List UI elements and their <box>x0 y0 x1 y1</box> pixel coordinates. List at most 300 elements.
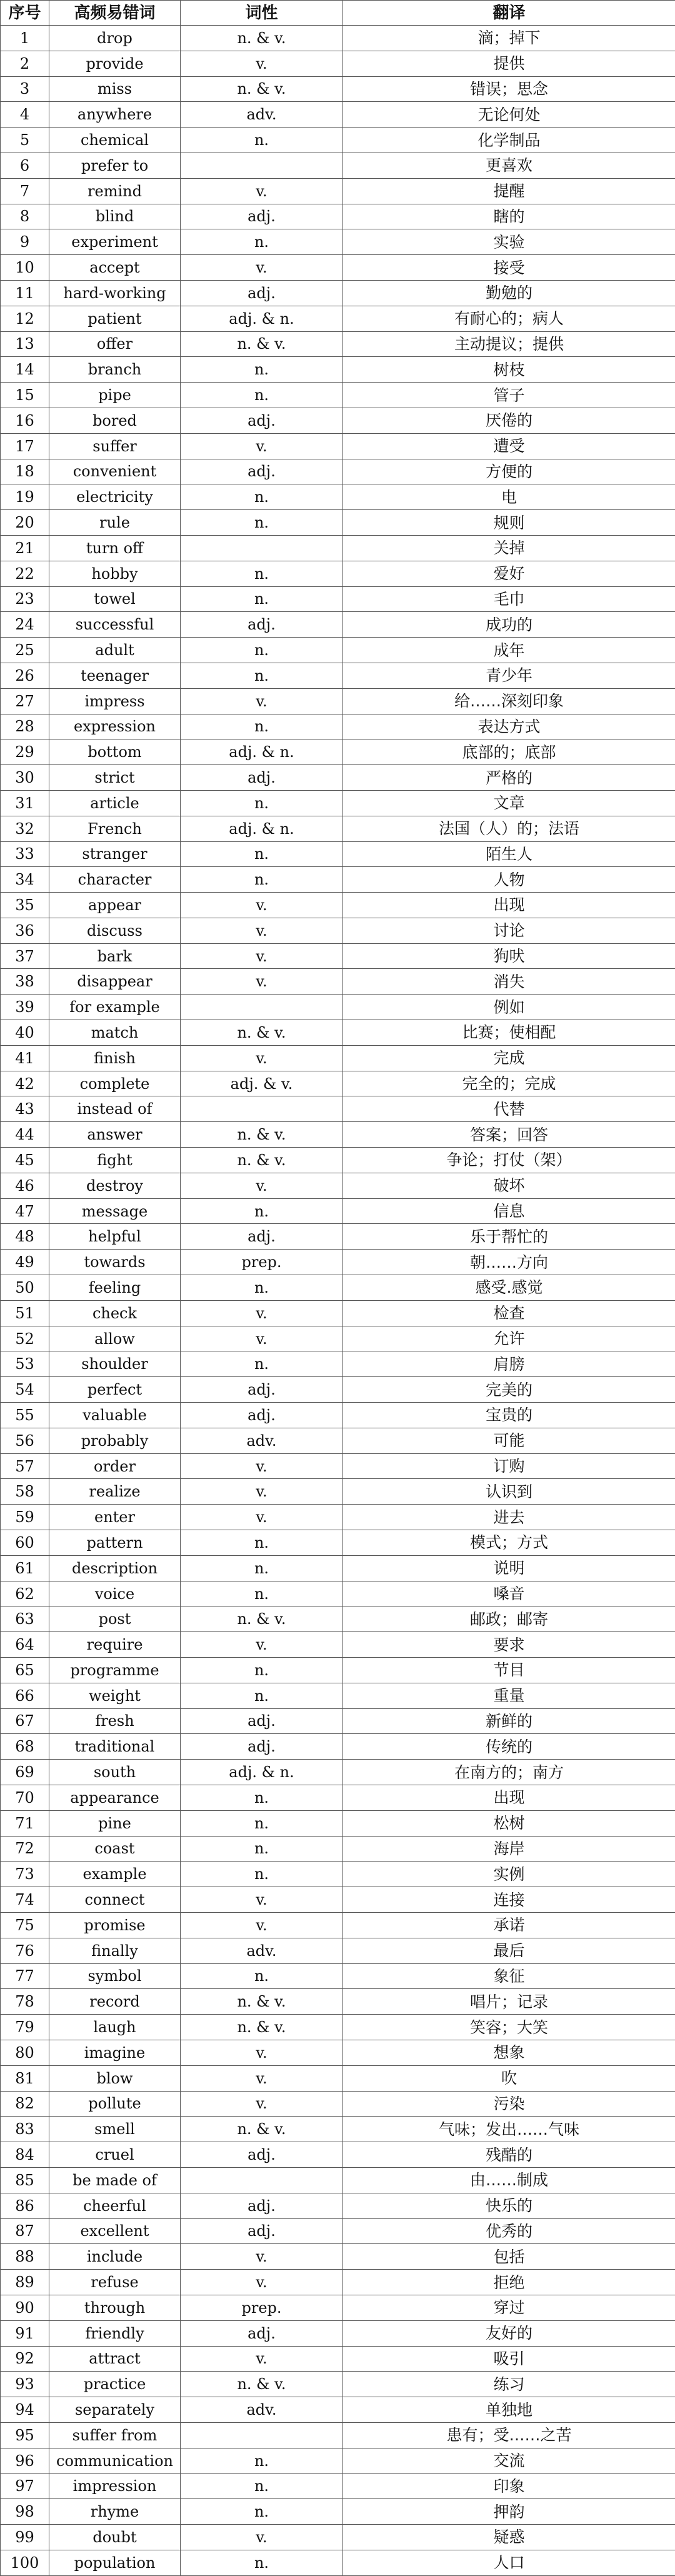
row-translation: 更喜欢 <box>343 153 675 178</box>
row-word: remind <box>49 178 181 204</box>
row-index: 86 <box>1 2193 49 2218</box>
row-part-of-speech: v. <box>181 1173 343 1198</box>
row-word: teenager <box>49 663 181 688</box>
row-index: 80 <box>1 2040 49 2065</box>
row-part-of-speech: v. <box>181 969 343 995</box>
row-word: cheerful <box>49 2193 181 2218</box>
row-word: article <box>49 790 181 816</box>
row-word: impress <box>49 688 181 714</box>
table-row <box>1 2117 675 2142</box>
row-translation: 争论；打仗（架） <box>343 1148 675 1173</box>
table-row <box>1 1453 675 1479</box>
header-translation: 翻译 <box>343 1 675 26</box>
row-part-of-speech: n. <box>181 1275 343 1301</box>
row-translation: 乐于帮忙的 <box>343 1224 675 1250</box>
row-translation: 在南方的；南方 <box>343 1760 675 1785</box>
row-index: 45 <box>1 1148 49 1173</box>
row-translation: 快乐的 <box>343 2193 675 2218</box>
table-row <box>1 2015 675 2040</box>
row-part-of-speech: v. <box>181 2244 343 2270</box>
row-translation: 管子 <box>343 383 675 408</box>
row-translation: 滴；掉下 <box>343 26 675 51</box>
row-index: 12 <box>1 306 49 331</box>
row-part-of-speech: v. <box>181 943 343 969</box>
table-row <box>1 1198 675 1224</box>
row-word: doubt <box>49 2525 181 2550</box>
table-row <box>1 2167 675 2193</box>
row-word: finish <box>49 1045 181 1071</box>
row-word: towel <box>49 586 181 612</box>
table-row <box>1 1351 675 1377</box>
row-translation: 交流 <box>343 2448 675 2473</box>
row-translation: 朝……方向 <box>343 1250 675 1275</box>
row-index: 38 <box>1 969 49 995</box>
row-part-of-speech: n. <box>181 229 343 255</box>
row-translation: 树枝 <box>343 357 675 383</box>
row-translation: 严格的 <box>343 765 675 791</box>
row-translation: 成功的 <box>343 612 675 638</box>
row-word: appearance <box>49 1785 181 1810</box>
row-part-of-speech: v. <box>181 1453 343 1479</box>
row-part-of-speech: n. <box>181 357 343 383</box>
row-part-of-speech: v. <box>181 2065 343 2091</box>
row-word: appear <box>49 893 181 918</box>
table-row <box>1 816 675 841</box>
row-index: 22 <box>1 561 49 586</box>
table-row <box>1 714 675 739</box>
table-row <box>1 841 675 867</box>
row-word: friendly <box>49 2320 181 2346</box>
row-index: 89 <box>1 2270 49 2295</box>
row-index: 84 <box>1 2142 49 2168</box>
row-index: 81 <box>1 2065 49 2091</box>
table-row <box>1 1122 675 1148</box>
row-index: 7 <box>1 178 49 204</box>
row-part-of-speech: adj. <box>181 612 343 638</box>
row-word: enter <box>49 1505 181 1530</box>
table-row <box>1 1810 675 1836</box>
row-translation: 完全的；完成 <box>343 1071 675 1096</box>
row-index: 23 <box>1 586 49 612</box>
row-index: 68 <box>1 1734 49 1760</box>
row-translation: 节目 <box>343 1658 675 1683</box>
table-row <box>1 1479 675 1505</box>
table-row <box>1 1377 675 1403</box>
row-part-of-speech: n. <box>181 1658 343 1683</box>
row-translation: 实验 <box>343 229 675 255</box>
row-word: blow <box>49 2065 181 2091</box>
table-row <box>1 1096 675 1122</box>
row-part-of-speech: adj. <box>181 1377 343 1403</box>
table-row <box>1 2218 675 2244</box>
table-row <box>1 688 675 714</box>
row-index: 40 <box>1 1020 49 1046</box>
row-index: 69 <box>1 1760 49 1785</box>
row-part-of-speech: adj. <box>181 2218 343 2244</box>
row-index: 51 <box>1 1300 49 1326</box>
row-word: strict <box>49 765 181 791</box>
row-translation: 信息 <box>343 1198 675 1224</box>
row-translation: 出现 <box>343 1785 675 1810</box>
table-row <box>1 1555 675 1581</box>
table-row <box>1 2270 675 2295</box>
row-part-of-speech: prep. <box>181 2295 343 2320</box>
row-translation: 拒绝 <box>343 2270 675 2295</box>
row-translation: 残酷的 <box>343 2142 675 2168</box>
row-part-of-speech: n. <box>181 2448 343 2473</box>
row-index: 9 <box>1 229 49 255</box>
row-part-of-speech: n. <box>181 128 343 153</box>
row-translation: 印象 <box>343 2473 675 2499</box>
row-translation: 气味；发出……气味 <box>343 2117 675 2142</box>
row-index: 27 <box>1 688 49 714</box>
table-row <box>1 26 675 51</box>
table-row <box>1 306 675 331</box>
row-translation: 提醒 <box>343 178 675 204</box>
row-translation: 关掉 <box>343 535 675 561</box>
row-word: instead of <box>49 1096 181 1122</box>
row-index: 79 <box>1 2015 49 2040</box>
row-index: 52 <box>1 1326 49 1351</box>
row-part-of-speech: n. <box>181 1836 343 1862</box>
row-part-of-speech: n. <box>181 1581 343 1606</box>
row-part-of-speech: n. <box>181 1683 343 1708</box>
row-translation: 穿过 <box>343 2295 675 2320</box>
row-part-of-speech: v. <box>181 1887 343 1913</box>
row-part-of-speech: v. <box>181 255 343 281</box>
row-word: check <box>49 1300 181 1326</box>
row-word: impression <box>49 2473 181 2499</box>
row-part-of-speech: v. <box>181 2525 343 2550</box>
row-index: 57 <box>1 1453 49 1479</box>
row-index: 33 <box>1 841 49 867</box>
row-word: anywhere <box>49 102 181 128</box>
row-word: blind <box>49 204 181 229</box>
table-row <box>1 76 675 102</box>
table-row <box>1 357 675 383</box>
table-row <box>1 2550 675 2575</box>
row-part-of-speech <box>181 995 343 1020</box>
row-translation: 完美的 <box>343 1377 675 1403</box>
row-word: excellent <box>49 2218 181 2244</box>
row-word: probably <box>49 1428 181 1453</box>
row-translation: 单独地 <box>343 2397 675 2423</box>
table-row <box>1 1785 675 1810</box>
row-word: connect <box>49 1887 181 1913</box>
row-index: 34 <box>1 867 49 893</box>
row-part-of-speech: v. <box>181 2040 343 2065</box>
row-word: bottom <box>49 739 181 765</box>
row-part-of-speech <box>181 1096 343 1122</box>
row-index: 3 <box>1 76 49 102</box>
row-word: finally <box>49 1938 181 1963</box>
row-part-of-speech: n. <box>181 510 343 536</box>
row-part-of-speech: v. <box>181 433 343 459</box>
table-row <box>1 1862 675 1887</box>
row-word: traditional <box>49 1734 181 1760</box>
row-translation: 毛巾 <box>343 586 675 612</box>
row-index: 63 <box>1 1606 49 1632</box>
row-word: experiment <box>49 229 181 255</box>
row-word: realize <box>49 1479 181 1505</box>
row-part-of-speech: adj. & n. <box>181 816 343 841</box>
table-row <box>1 128 675 153</box>
row-translation: 松树 <box>343 1810 675 1836</box>
table-row <box>1 1148 675 1173</box>
table-row <box>1 995 675 1020</box>
row-word: rule <box>49 510 181 536</box>
row-index: 6 <box>1 153 49 178</box>
row-part-of-speech: n. & v. <box>181 2015 343 2040</box>
row-index: 18 <box>1 459 49 484</box>
table-row <box>1 1938 675 1963</box>
table-row <box>1 2397 675 2423</box>
row-word: include <box>49 2244 181 2270</box>
row-word: separately <box>49 2397 181 2423</box>
row-translation: 勤勉的 <box>343 280 675 306</box>
row-translation: 厌倦的 <box>343 408 675 433</box>
row-index: 95 <box>1 2422 49 2448</box>
row-translation: 有耐心的；病人 <box>343 306 675 331</box>
row-part-of-speech: adj. <box>181 280 343 306</box>
row-part-of-speech <box>181 2422 343 2448</box>
row-word: require <box>49 1632 181 1658</box>
table-row <box>1 535 675 561</box>
table-row <box>1 51 675 76</box>
row-word: accept <box>49 255 181 281</box>
row-translation: 订购 <box>343 1453 675 1479</box>
row-translation: 陌生人 <box>343 841 675 867</box>
row-part-of-speech: v. <box>181 2346 343 2372</box>
row-index: 26 <box>1 663 49 688</box>
row-translation: 例如 <box>343 995 675 1020</box>
table-row <box>1 1300 675 1326</box>
row-translation: 出现 <box>343 893 675 918</box>
table-row <box>1 1912 675 1938</box>
row-index: 20 <box>1 510 49 536</box>
row-translation: 提供 <box>343 51 675 76</box>
table-row <box>1 383 675 408</box>
row-translation: 检查 <box>343 1300 675 1326</box>
row-index: 96 <box>1 2448 49 2473</box>
row-word: drop <box>49 26 181 51</box>
row-word: smell <box>49 2117 181 2142</box>
row-part-of-speech: adj. & n. <box>181 739 343 765</box>
row-translation: 主动提议；提供 <box>343 331 675 357</box>
row-part-of-speech: n. <box>181 1530 343 1556</box>
table-row <box>1 510 675 536</box>
row-translation: 疑惑 <box>343 2525 675 2550</box>
row-word: answer <box>49 1122 181 1148</box>
row-part-of-speech: adj. & v. <box>181 1071 343 1096</box>
row-part-of-speech: n. & v. <box>181 1020 343 1046</box>
row-part-of-speech: n. & v. <box>181 76 343 102</box>
table-row <box>1 1632 675 1658</box>
row-index: 59 <box>1 1505 49 1530</box>
row-index: 14 <box>1 357 49 383</box>
row-index: 4 <box>1 102 49 128</box>
row-part-of-speech: n. <box>181 1555 343 1581</box>
table-row <box>1 1071 675 1096</box>
row-translation: 模式；方式 <box>343 1530 675 1556</box>
row-index: 16 <box>1 408 49 433</box>
row-word: pine <box>49 1810 181 1836</box>
table-row <box>1 765 675 791</box>
row-word: adult <box>49 638 181 663</box>
row-index: 94 <box>1 2397 49 2423</box>
row-word: cruel <box>49 2142 181 2168</box>
row-index: 97 <box>1 2473 49 2499</box>
row-translation: 破坏 <box>343 1173 675 1198</box>
row-translation: 成年 <box>343 638 675 663</box>
row-word: weight <box>49 1683 181 1708</box>
table-row <box>1 459 675 484</box>
row-word: post <box>49 1606 181 1632</box>
row-translation: 底部的；底部 <box>343 739 675 765</box>
table-row <box>1 1989 675 2015</box>
row-part-of-speech: v. <box>181 1479 343 1505</box>
row-part-of-speech: adj. <box>181 1708 343 1734</box>
row-word: imagine <box>49 2040 181 2065</box>
row-word: practice <box>49 2372 181 2397</box>
row-index: 56 <box>1 1428 49 1453</box>
row-word: record <box>49 1989 181 2015</box>
row-part-of-speech: n. <box>181 2550 343 2575</box>
row-translation: 吹 <box>343 2065 675 2091</box>
row-part-of-speech: n. & v. <box>181 2117 343 2142</box>
row-word: valuable <box>49 1403 181 1428</box>
table-row <box>1 1428 675 1453</box>
row-part-of-speech: adj. <box>181 2193 343 2218</box>
row-part-of-speech: adv. <box>181 102 343 128</box>
row-translation: 无论何处 <box>343 102 675 128</box>
table-row <box>1 739 675 765</box>
row-part-of-speech: v. <box>181 918 343 943</box>
table-row <box>1 102 675 128</box>
row-index: 100 <box>1 2550 49 2575</box>
row-word: hard-working <box>49 280 181 306</box>
row-part-of-speech: adj. <box>181 2320 343 2346</box>
table-row <box>1 153 675 178</box>
row-index: 87 <box>1 2218 49 2244</box>
row-word: expression <box>49 714 181 739</box>
table-row <box>1 2499 675 2525</box>
row-index: 46 <box>1 1173 49 1198</box>
row-index: 19 <box>1 484 49 510</box>
row-translation: 错误；思念 <box>343 76 675 102</box>
row-part-of-speech: adj. <box>181 2142 343 2168</box>
row-translation: 连接 <box>343 1887 675 1913</box>
row-part-of-speech: adj. <box>181 408 343 433</box>
row-word: suffer <box>49 433 181 459</box>
row-index: 65 <box>1 1658 49 1683</box>
row-translation: 实例 <box>343 1862 675 1887</box>
row-translation: 包括 <box>343 2244 675 2270</box>
row-index: 44 <box>1 1122 49 1148</box>
row-index: 42 <box>1 1071 49 1096</box>
row-translation: 最后 <box>343 1938 675 1963</box>
row-part-of-speech: v. <box>181 1300 343 1326</box>
table-row <box>1 1836 675 1862</box>
table-row <box>1 2091 675 2117</box>
table-row <box>1 918 675 943</box>
row-part-of-speech: n. <box>181 1810 343 1836</box>
table-row <box>1 612 675 638</box>
row-word: for example <box>49 995 181 1020</box>
row-part-of-speech: n. <box>181 841 343 867</box>
table-row <box>1 1173 675 1198</box>
row-word: branch <box>49 357 181 383</box>
row-word: chemical <box>49 128 181 153</box>
row-word: bark <box>49 943 181 969</box>
table-row <box>1 408 675 433</box>
row-translation: 练习 <box>343 2372 675 2397</box>
row-index: 54 <box>1 1377 49 1403</box>
table-row <box>1 2525 675 2550</box>
row-index: 76 <box>1 1938 49 1963</box>
table-row <box>1 1658 675 1683</box>
row-part-of-speech: n. <box>181 1963 343 1989</box>
row-translation: 认识到 <box>343 1479 675 1505</box>
row-word: match <box>49 1020 181 1046</box>
row-translation: 笑容；大笑 <box>343 2015 675 2040</box>
row-translation: 嗓音 <box>343 1581 675 1606</box>
row-word: pollute <box>49 2091 181 2117</box>
row-word: offer <box>49 331 181 357</box>
row-part-of-speech: v. <box>181 2270 343 2295</box>
table-row <box>1 2372 675 2397</box>
row-index: 35 <box>1 893 49 918</box>
row-index: 2 <box>1 51 49 76</box>
row-translation: 说明 <box>343 1555 675 1581</box>
row-word: perfect <box>49 1377 181 1403</box>
row-translation: 可能 <box>343 1428 675 1453</box>
row-part-of-speech: n. <box>181 714 343 739</box>
table-row <box>1 2244 675 2270</box>
row-index: 99 <box>1 2525 49 2550</box>
row-word: laugh <box>49 2015 181 2040</box>
row-part-of-speech: n. <box>181 663 343 688</box>
row-word: French <box>49 816 181 841</box>
row-word: feeling <box>49 1275 181 1301</box>
row-word: electricity <box>49 484 181 510</box>
row-part-of-speech: adj. <box>181 459 343 484</box>
table-row <box>1 2065 675 2091</box>
row-part-of-speech: adj. <box>181 204 343 229</box>
row-word: turn off <box>49 535 181 561</box>
row-index: 55 <box>1 1403 49 1428</box>
row-part-of-speech: n. <box>181 1785 343 1810</box>
row-word: disappear <box>49 969 181 995</box>
table-row <box>1 1606 675 1632</box>
row-index: 66 <box>1 1683 49 1708</box>
row-translation: 承诺 <box>343 1912 675 1938</box>
table-row <box>1 2142 675 2168</box>
row-index: 36 <box>1 918 49 943</box>
row-index: 8 <box>1 204 49 229</box>
row-translation: 答案；回答 <box>343 1122 675 1148</box>
row-index: 91 <box>1 2320 49 2346</box>
row-word: fight <box>49 1148 181 1173</box>
row-translation: 电 <box>343 484 675 510</box>
row-part-of-speech: n. & v. <box>181 1148 343 1173</box>
row-word: allow <box>49 1326 181 1351</box>
row-index: 24 <box>1 612 49 638</box>
row-part-of-speech: n. <box>181 586 343 612</box>
row-part-of-speech: adj. <box>181 1224 343 1250</box>
row-index: 77 <box>1 1963 49 1989</box>
table-row <box>1 1020 675 1046</box>
